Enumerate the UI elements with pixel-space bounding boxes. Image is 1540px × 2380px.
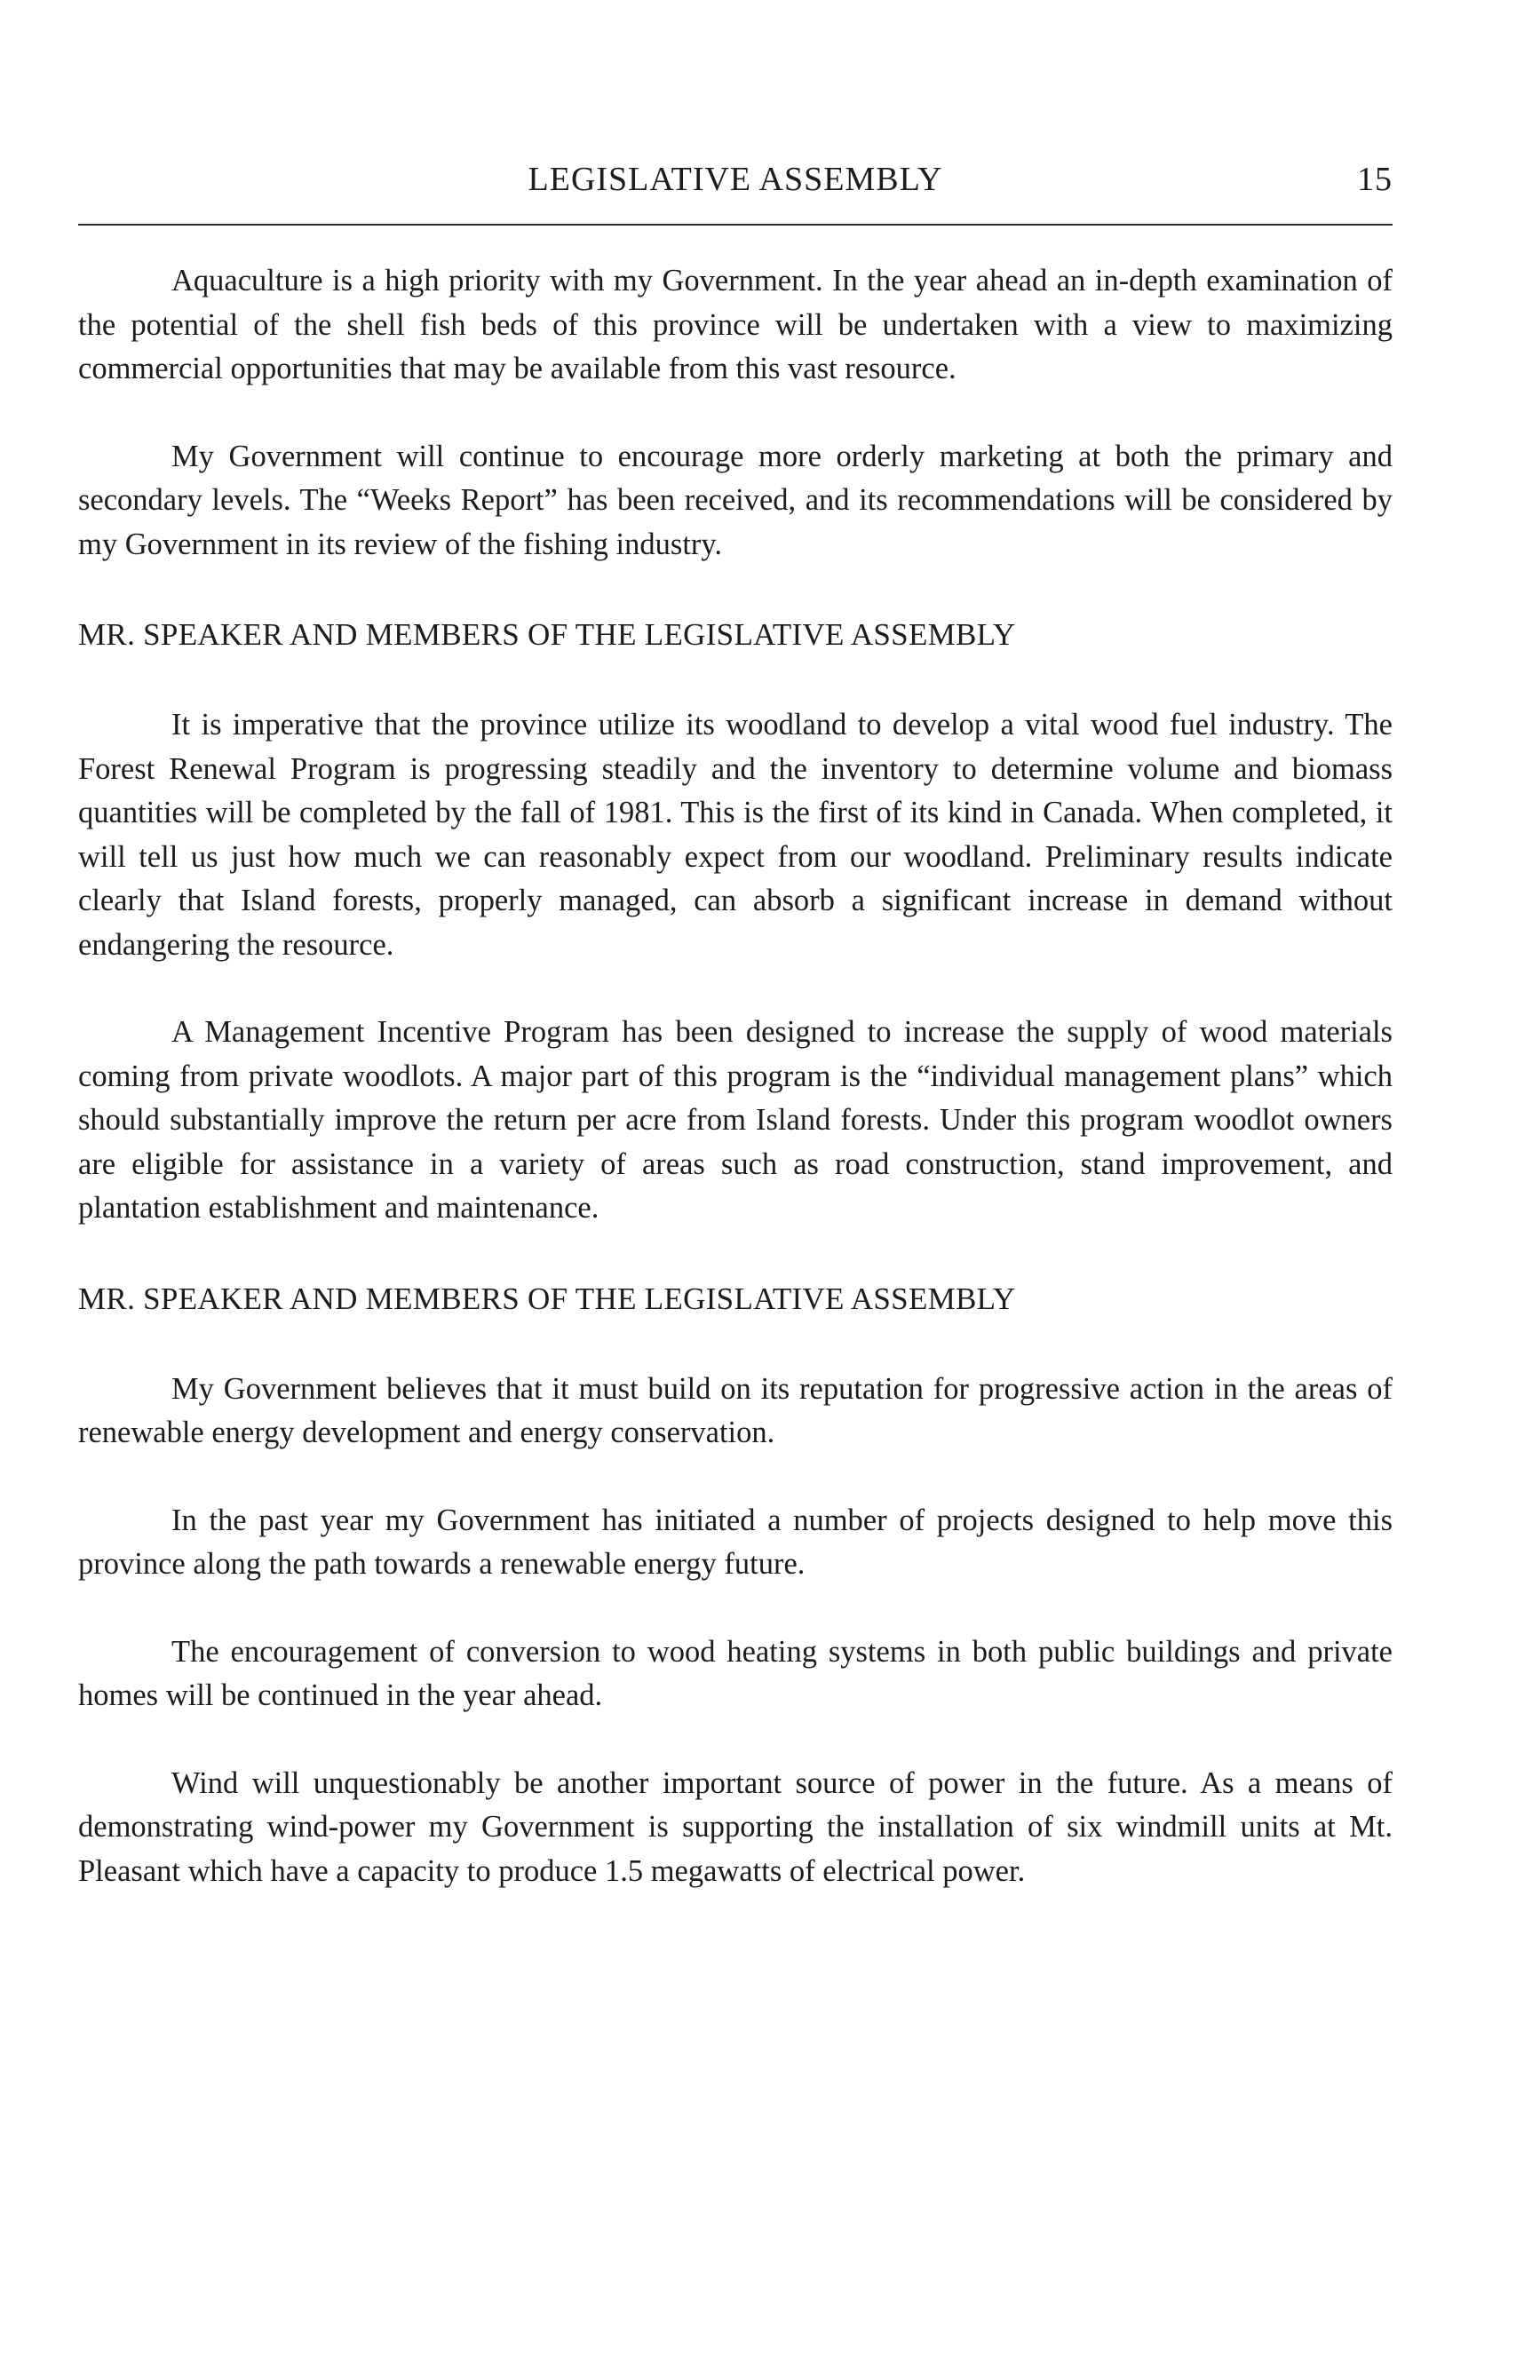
section-heading: MR. SPEAKER AND MEMBERS OF THE LEGISLATIVE ASSEMBLY xyxy=(78,1281,1016,1316)
paragraph-management-incentive: A Management Incentive Program has been designed to increase the supply of wood materials coming from private woodlots. A major part of this program is the “individual management plans” which should substantially improve the return per acre from Island forests. Under this program woodlot owners are eligible for assistance in a variety of areas such as road construction, stand improvement, and plantation establishment and maintenance. xyxy=(78,1015,1393,1225)
paragraph-renewable-energy: My Government believes that it must build on its reputation for progressive action in the areas of renewable energy development and energy conservation. xyxy=(78,1371,1393,1449)
paragraph-past-year-projects: In the past year my Government has initiated a number of projects designed to help move this province along the path towards a renewable energy future. xyxy=(78,1503,1393,1581)
paragraph-woodland: It is imperative that the province utilize its woodland to develop a vital wood fuel industry. The Forest Renewal Program is progressing steadily and the inventory to determine volume and biomass quantities will be completed by the fall of 1981. This is the first of its kind in Canada. When completed, it will tell us just how much we can reasonably expect from our woodland. Preliminary results indicate clearly that Island forests, properly managed, can absorb a significant increase in demand without endangering the resource. xyxy=(78,708,1393,962)
paragraph-wood-heating: The encouragement of conversion to wood heating systems in both public buildings and private homes will be continued in the year ahead. xyxy=(78,1634,1393,1712)
running-header xyxy=(78,160,1393,210)
document-page xyxy=(78,0,1393,2380)
section-heading: MR. SPEAKER AND MEMBERS OF THE LEGISLATIVE ASSEMBLY xyxy=(78,617,1016,652)
paragraph-wind-power: Wind will unquestionably be another important source of power in the future. As a means of demonstrating wind-power my Government is supporting the installation of six windmill units at Mt. Pleasant which have a capacity to produce 1.5 megawatts of electrical power. xyxy=(78,1765,1393,1888)
page-number: 15 xyxy=(1357,161,1393,198)
running-header-title: LEGISLATIVE ASSEMBLY xyxy=(528,161,943,198)
body-text xyxy=(78,259,1393,1937)
paragraph-aquaculture: Aquaculture is a high priority with my Government. In the year ahead an in-depth examination of the potential of the shell fish beds of this province will be undertaken with a view to maximizing commercial opportunities that may be available from this vast resource. xyxy=(78,264,1393,385)
header-rule xyxy=(78,224,1393,226)
paragraph-marketing: My Government will continue to encourage more orderly marketing at both the primary and secondary levels. The “Weeks Report” has been received, and its recommendations will be considered by my Government in its review of the fishing industry. xyxy=(78,439,1393,561)
